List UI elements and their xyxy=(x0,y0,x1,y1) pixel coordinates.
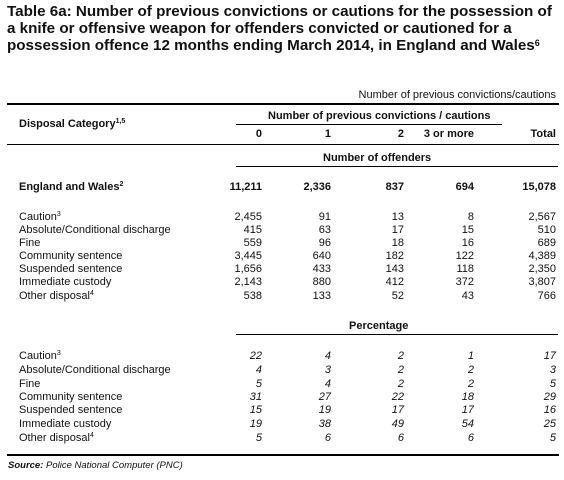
offenders-cell-1: 880 xyxy=(312,276,331,288)
unit-note: Number of previous convictions/cautions xyxy=(358,89,556,101)
offenders-cell-2: 18 xyxy=(391,237,404,249)
percentage-cell-total: 3 xyxy=(549,364,556,376)
percentage-cell-3-or-more: 17 xyxy=(461,404,474,416)
percentage-cell-total: 16 xyxy=(543,404,556,416)
percentage-cell-total: 29 xyxy=(543,391,556,403)
offenders-cell-0: 1,656 xyxy=(234,263,262,275)
percentage-cell-0: 4 xyxy=(255,364,262,376)
percentage-cell-3-or-more: 2 xyxy=(467,378,474,390)
percentage-row-label: Absolute/Conditional discharge xyxy=(19,364,171,376)
percentage-cell-0: 5 xyxy=(255,378,262,390)
offenders-cell-3-or-more: 16 xyxy=(461,237,474,249)
percentage-cell-2: 22 xyxy=(391,391,404,403)
percentage-row-label: Caution$^3$ xyxy=(19,350,61,362)
source-footnote: Source: Police National Computer (PNC) xyxy=(8,460,183,471)
offenders-cell-1: 63 xyxy=(318,224,331,236)
percentage-row-label: Community sentence xyxy=(19,391,123,403)
percentage-cell-2: 17 xyxy=(391,404,404,416)
offenders-row-label: Other disposal$^4$ xyxy=(19,290,94,302)
offenders-cell-0: 2,455 xyxy=(234,211,262,223)
percentage-cell-0: 19 xyxy=(249,418,262,430)
disposal-category-header: Disposal Category$^{1,5}$ xyxy=(19,118,126,130)
percentage-cell-3-or-more: 1 xyxy=(467,350,474,362)
percentage-row-label: Fine xyxy=(19,378,41,390)
offenders-row-label: Suspended sentence xyxy=(19,263,123,275)
offenders-row-label: Caution$^3$ xyxy=(19,211,61,223)
percentage-cell-0: 5 xyxy=(255,432,262,444)
percentage-cell-total: 25 xyxy=(543,418,556,430)
england-wales-total-cell-2: 837 xyxy=(385,181,404,193)
percentage-row-label: Immediate custody xyxy=(19,418,112,430)
percentage-cell-1: 4 xyxy=(324,378,331,390)
offenders-cell-3-or-more: 118 xyxy=(456,263,474,275)
offenders-heading-underline xyxy=(236,166,558,167)
percentage-cell-2: 2 xyxy=(397,364,404,376)
offenders-cell-1: 96 xyxy=(318,237,331,249)
offenders-cell-total: 3,807 xyxy=(528,276,556,288)
offenders-cell-total: 689 xyxy=(537,237,556,249)
percentage-cell-total: 5 xyxy=(549,432,556,444)
col-header-total: Total xyxy=(530,128,556,140)
percentage-cell-3-or-more: 6 xyxy=(467,432,474,444)
offenders-row-label: Community sentence xyxy=(19,250,123,262)
section-heading-percentage: Percentage xyxy=(349,320,409,332)
percentage-cell-1: 27 xyxy=(318,391,331,403)
england-wales-total-cell-3-or-more: 694 xyxy=(455,181,474,193)
offenders-cell-1: 133 xyxy=(312,290,331,302)
table-top-rule xyxy=(7,103,559,105)
offenders-row-label: Absolute/Conditional discharge xyxy=(19,224,171,236)
percentage-cell-2: 2 xyxy=(397,378,404,390)
percentage-cell-0: 31 xyxy=(249,391,262,403)
offenders-cell-0: 559 xyxy=(243,237,262,249)
header-rule xyxy=(7,144,559,145)
offenders-cell-2: 17 xyxy=(391,224,404,236)
offenders-cell-0: 538 xyxy=(243,290,262,302)
col-header-2: 2 xyxy=(397,128,404,140)
offenders-cell-0: 2,143 xyxy=(234,276,262,288)
percentage-row-label: Suspended sentence xyxy=(19,404,123,416)
offenders-cell-2: 52 xyxy=(391,290,404,302)
percentage-cell-1: 4 xyxy=(324,350,331,362)
offenders-row-label: Fine xyxy=(19,237,41,249)
offenders-cell-1: 91 xyxy=(318,211,331,223)
title-footnote-ref: 6 xyxy=(534,38,540,48)
offenders-cell-2: 412 xyxy=(385,276,404,288)
england-wales-total-cell-total: 15,078 xyxy=(522,181,556,193)
offenders-row-label: Immediate custody xyxy=(19,276,112,288)
offenders-cell-3-or-more: 8 xyxy=(467,211,474,223)
percentage-cell-total: 17 xyxy=(543,350,556,362)
percentage-cell-3-or-more: 54 xyxy=(461,418,474,430)
percentage-cell-1: 38 xyxy=(318,418,331,430)
percentage-cell-1: 6 xyxy=(324,432,331,444)
offenders-cell-0: 3,445 xyxy=(234,250,262,262)
col-header-1: 1 xyxy=(324,128,331,140)
percentage-cell-total: 5 xyxy=(549,378,556,390)
offenders-cell-total: 2,350 xyxy=(528,263,556,275)
percentage-cell-0: 15 xyxy=(249,404,262,416)
offenders-cell-2: 13 xyxy=(391,211,404,223)
section-heading-offenders: Number of offenders xyxy=(323,152,432,164)
percentage-row-label: Other disposal$^4$ xyxy=(19,432,94,444)
offenders-cell-total: 2,567 xyxy=(528,211,556,223)
percentage-cell-2: 49 xyxy=(391,418,404,430)
percentage-cell-0: 22 xyxy=(249,350,262,362)
offenders-cell-1: 640 xyxy=(312,250,331,262)
percentage-heading-underline xyxy=(236,334,558,335)
england-wales-total-row-label: England and Wales$^2$ xyxy=(19,181,124,193)
england-wales-total-cell-0: 11,211 xyxy=(229,181,262,193)
offenders-cell-2: 143 xyxy=(385,263,404,275)
offenders-cell-3-or-more: 372 xyxy=(455,276,474,288)
percentage-cell-2: 2 xyxy=(397,350,404,362)
col-header-3-or-more: 3 or more xyxy=(423,128,474,140)
percentage-cell-3-or-more: 18 xyxy=(461,391,474,403)
percentage-cell-1: 19 xyxy=(318,404,331,416)
offenders-cell-3-or-more: 43 xyxy=(461,290,474,302)
offenders-cell-2: 182 xyxy=(385,250,404,262)
col-header-0: 0 xyxy=(255,128,262,140)
offenders-cell-total: 510 xyxy=(537,224,556,236)
percentage-cell-3-or-more: 2 xyxy=(467,364,474,376)
table-bottom-rule xyxy=(7,454,559,456)
group-header-underline xyxy=(236,124,502,125)
previous-convictions-group-header: Number of previous convictions / cautions xyxy=(268,110,491,122)
england-wales-total-cell-1: 2,336 xyxy=(303,181,331,193)
offenders-cell-3-or-more: 15 xyxy=(461,224,474,236)
offenders-cell-3-or-more: 122 xyxy=(455,250,474,262)
percentage-cell-2: 6 xyxy=(397,432,404,444)
offenders-cell-1: 433 xyxy=(312,263,331,275)
percentage-cell-1: 3 xyxy=(324,364,331,376)
offenders-cell-0: 415 xyxy=(243,224,262,236)
offenders-cell-total: 4,389 xyxy=(528,250,556,262)
table-title: Table 6a: Number of previous convictions or cautions for the possession of a knife or offensive weapon for offenders convicted or cautioned for a possession offence 12 months ending March 2014, in England and Wales$^6$ xyxy=(7,3,552,54)
offenders-cell-total: 766 xyxy=(537,290,556,302)
